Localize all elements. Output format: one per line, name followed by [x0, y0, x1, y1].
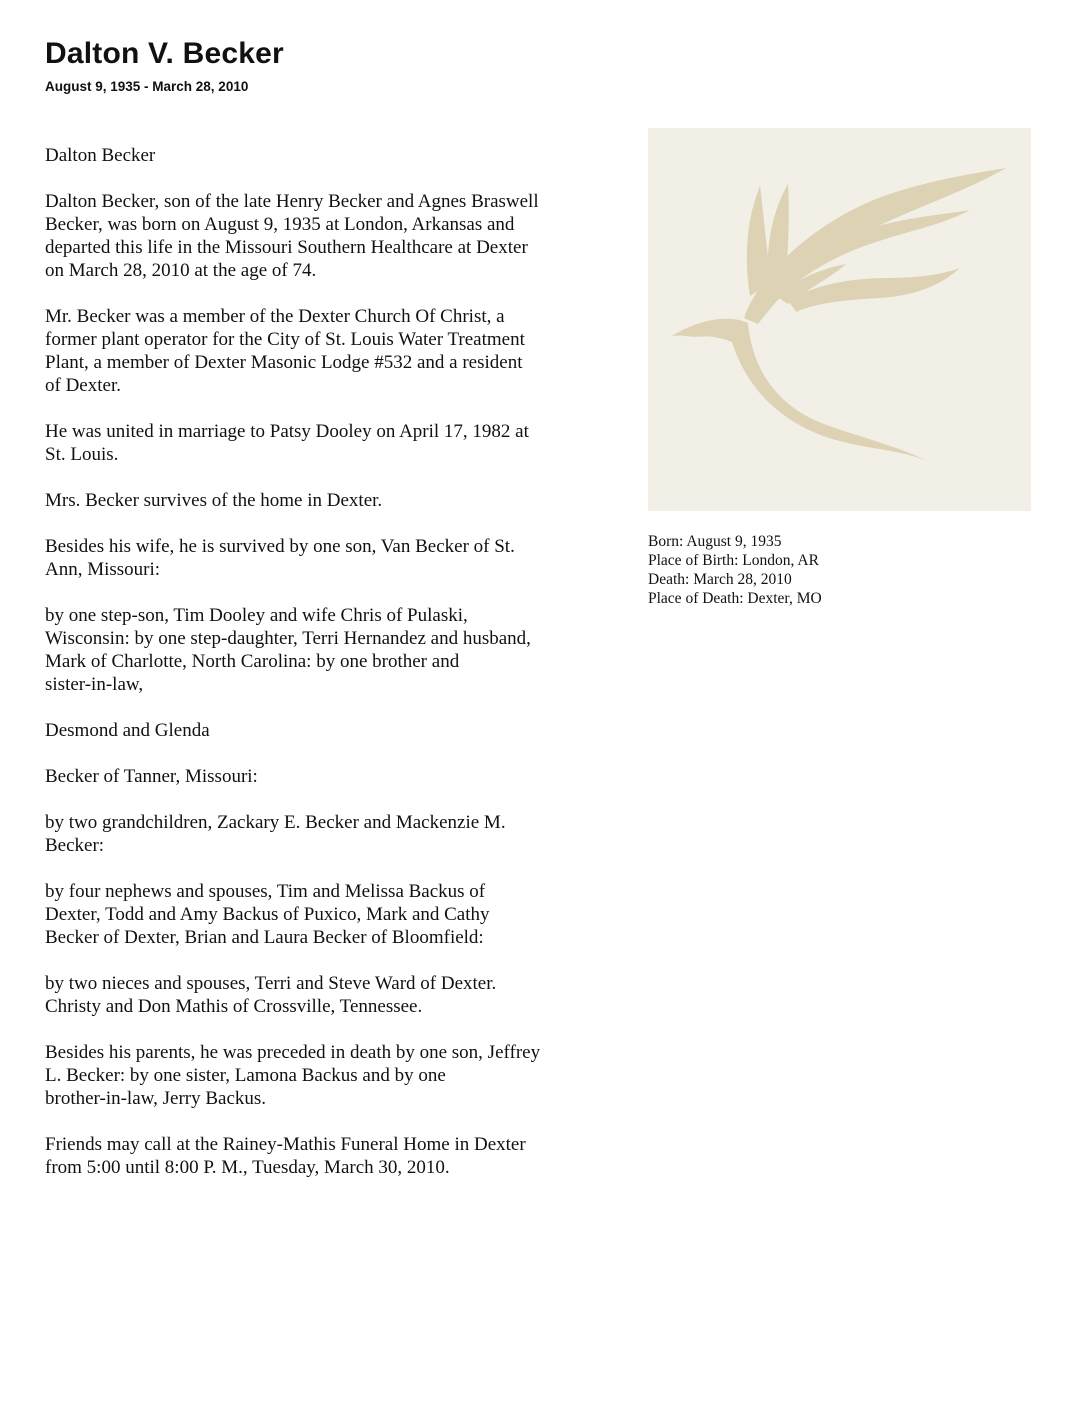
obituary-paragraph: by one step-son, Tim Dooley and wife Chris of Pulaski, Wisconsin: by one step-daughter, Terri Hernandez and husband, Mark of Charlotte, North Carolina: by one brother and sister-in-law, — [45, 605, 531, 695]
birth-date: Born: August 9, 1935 — [648, 533, 782, 550]
obituary-paragraph: by four nephews and spouses, Tim and Melissa Backus of Dexter, Todd and Amy Backus of Puxico, Mark and Cathy Becker of Dexter, Brian and Laura Becker of Bloomfield: — [45, 881, 490, 948]
obituary-paragraph: Friends may call at the Rainey-Mathis Funeral Home in Dexter from 5:00 until 8:00 P. M., Tuesday, March 30, 2010. — [45, 1134, 526, 1178]
obituary-paragraph: Dalton Becker — [45, 145, 156, 166]
life-dates: August 9, 1935 - March 28, 2010 — [45, 79, 249, 94]
obituary-paragraph: Besides his wife, he is survived by one son, Van Becker of St. Ann, Missouri: — [45, 536, 515, 580]
death-place: Place of Death: Dexter, MO — [648, 590, 822, 607]
obituary-paragraph: Mr. Becker was a member of the Dexter Church Of Christ, a former plant operator for the City of St. Louis Water Treatment Plant, a member of Dexter Masonic Lodge #532 and a resident of Dexter. — [45, 306, 525, 396]
obituary-paragraph: by two nieces and spouses, Terri and Steve Ward of Dexter. Christy and Don Mathis of Crossville, Tennessee. — [45, 973, 497, 1017]
birth-place: Place of Birth: London, AR — [648, 552, 819, 569]
obituary-text — [45, 144, 625, 1202]
obituary-paragraph: Desmond and Glenda — [45, 720, 210, 741]
dove-icon — [648, 128, 1031, 511]
obituary-paragraph: Dalton Becker, son of the late Henry Becker and Agnes Braswell Becker, was born on August 9, 1935 at London, Arkansas and departed this life in the Missouri Southern Healthcare at Dexter on March 28, 2010 at the age of 74. — [45, 191, 539, 281]
obituary-paragraph: Besides his parents, he was preceded in death by one son, Jeffrey L. Becker: by one sister, Lamona Backus and by one brother-in-law, Jerry Backus. — [45, 1042, 541, 1109]
memorial-image — [648, 128, 1031, 511]
obituary-paragraph: He was united in marriage to Patsy Dooley on April 17, 1982 at St. Louis. — [45, 421, 529, 465]
vital-facts — [648, 532, 822, 608]
obituary-paragraph: Becker of Tanner, Missouri: — [45, 766, 258, 787]
death-date: Death: March 28, 2010 — [648, 571, 792, 588]
obituary-paragraph: Mrs. Becker survives of the home in Dexter. — [45, 490, 383, 511]
deceased-name: Dalton V. Becker — [45, 37, 284, 70]
obituary-paragraph: by two grandchildren, Zackary E. Becker and Mackenzie M. Becker: — [45, 812, 506, 856]
